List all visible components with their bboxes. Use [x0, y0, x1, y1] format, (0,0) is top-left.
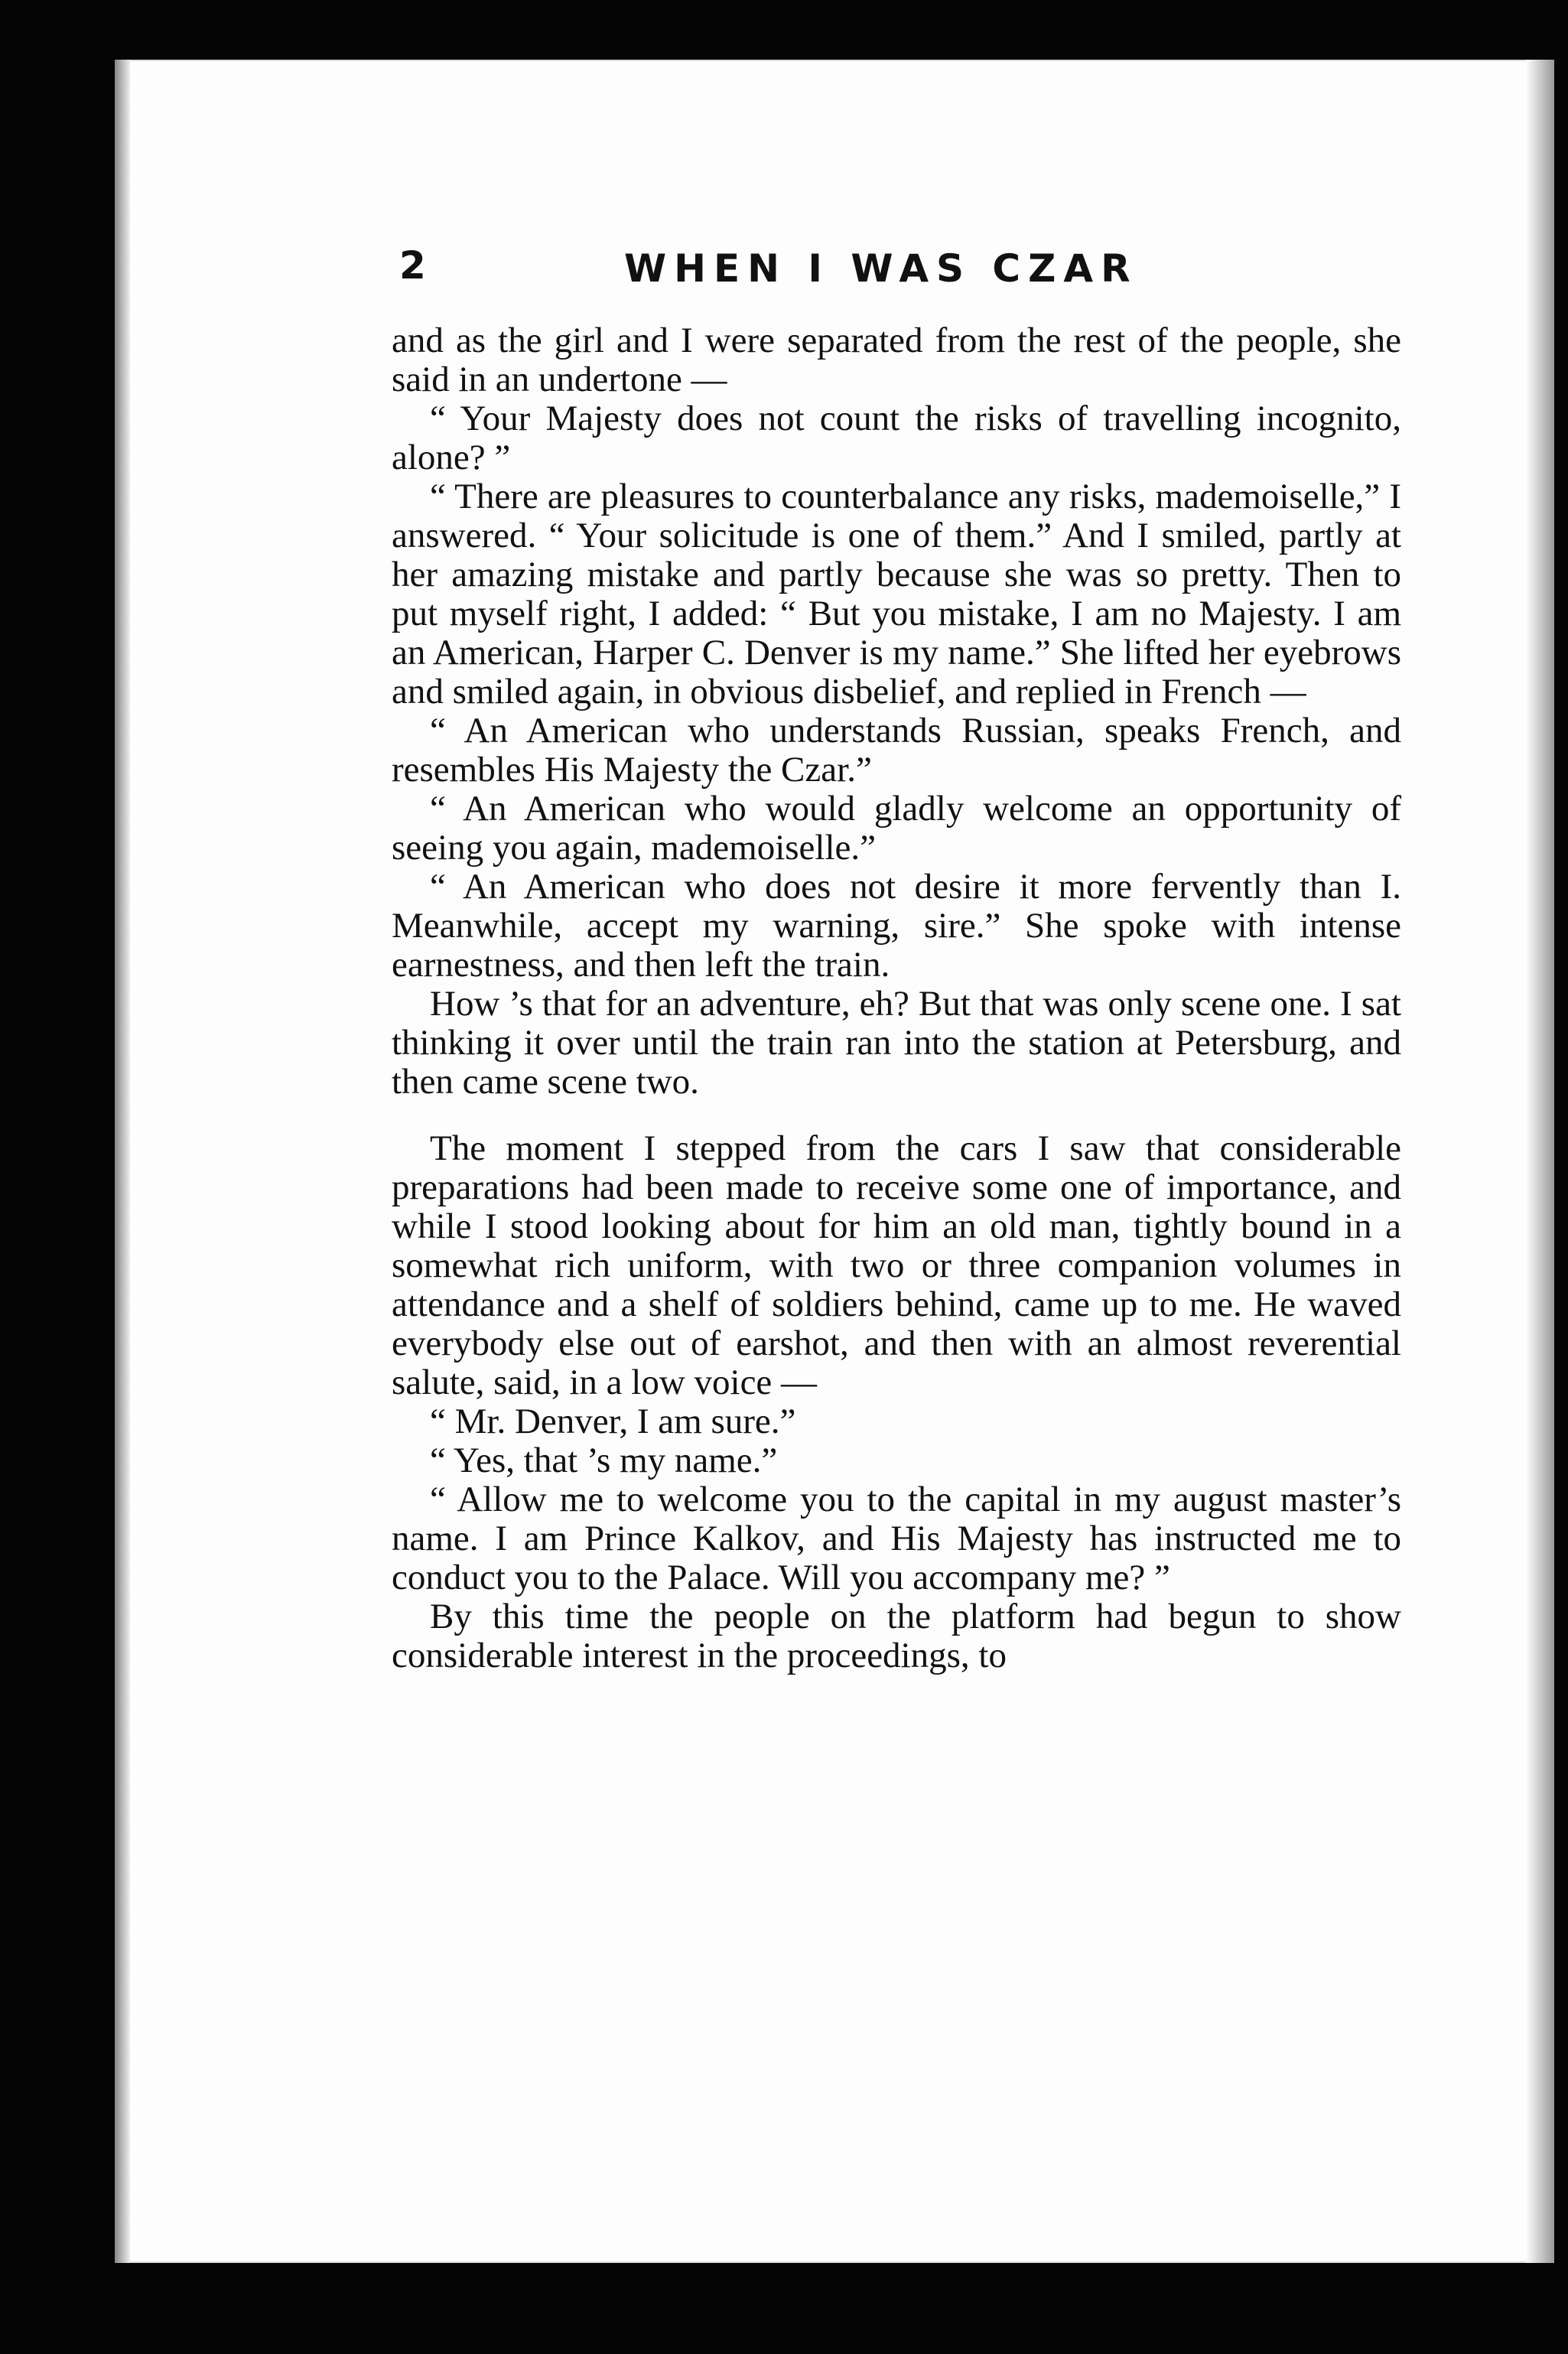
running-title: WHEN I WAS CZAR	[624, 246, 1138, 291]
paragraph: “ Your Majesty does not count the risks of travelling incognito, alone? ”	[392, 399, 1401, 477]
page-number: 2	[399, 243, 426, 288]
paragraph: “ Yes, that ’s my name.”	[430, 1441, 778, 1480]
paragraph: The moment I stepped from the cars I saw that considerable preparations had been made to receive some one of importance, and while I stood looking about for him an old man, tightly bound in a somewhat rich uniform, with two or three companion volumes in attendance and a shelf of soldiers behind, came up to me. He waved everybody else out of earshot, and then with an almost reverential salute, said, in a low voice —	[392, 1128, 1401, 1402]
page-header	[399, 243, 1424, 304]
paragraph: “ An American who understands Russian, speaks French, and resembles His Majesty the Czar.”	[392, 711, 1401, 790]
page-gutter-edge	[115, 60, 130, 2263]
paragraph: “ Allow me to welcome you to the capital in my august master’s name. I am Prince Kalkov, and His Majesty has instructed me to conduct you to the Palace. Will you accompany me? ”	[392, 1480, 1401, 1597]
paragraph: How ’s that for an adventure, eh? But that was only scene one. I sat thinking it over until the train ran into the station at Petersburg, and then came scene two.	[392, 984, 1401, 1102]
paragraph: “ Mr. Denver, I am sure.”	[430, 1402, 796, 1441]
paragraph: “ An American who does not desire it more fervently than I. Meanwhile, accept my warning, sire.” She spoke with intense earnestness, and then left the train.	[392, 867, 1401, 985]
paragraph: By this time the people on the platform had begun to show considerable interest in the proceedings, to	[392, 1597, 1401, 1675]
paragraph: and as the girl and I were separated from the rest of the people, she said in an undertone —	[392, 321, 1401, 399]
page-right-edge	[1526, 60, 1554, 2263]
body-text	[392, 321, 1401, 2020]
paragraph: “ An American who would gladly welcome an opportunity of seeing you again, mademoiselle.”	[392, 789, 1401, 868]
paragraph: “ There are pleasures to counterbalance any risks, mademoiselle,” I answered. “ Your solicitude is one of them.” And I smiled, partly at her amazing mistake and partly because she was so pretty. Then to put myself right, I added: “ But you mistake, I am no Majesty. I am an American, Harper C. Denver is my name.” She lifted her eyebrows and smiled again, in obvious disbelief, and replied in French —	[392, 477, 1401, 711]
